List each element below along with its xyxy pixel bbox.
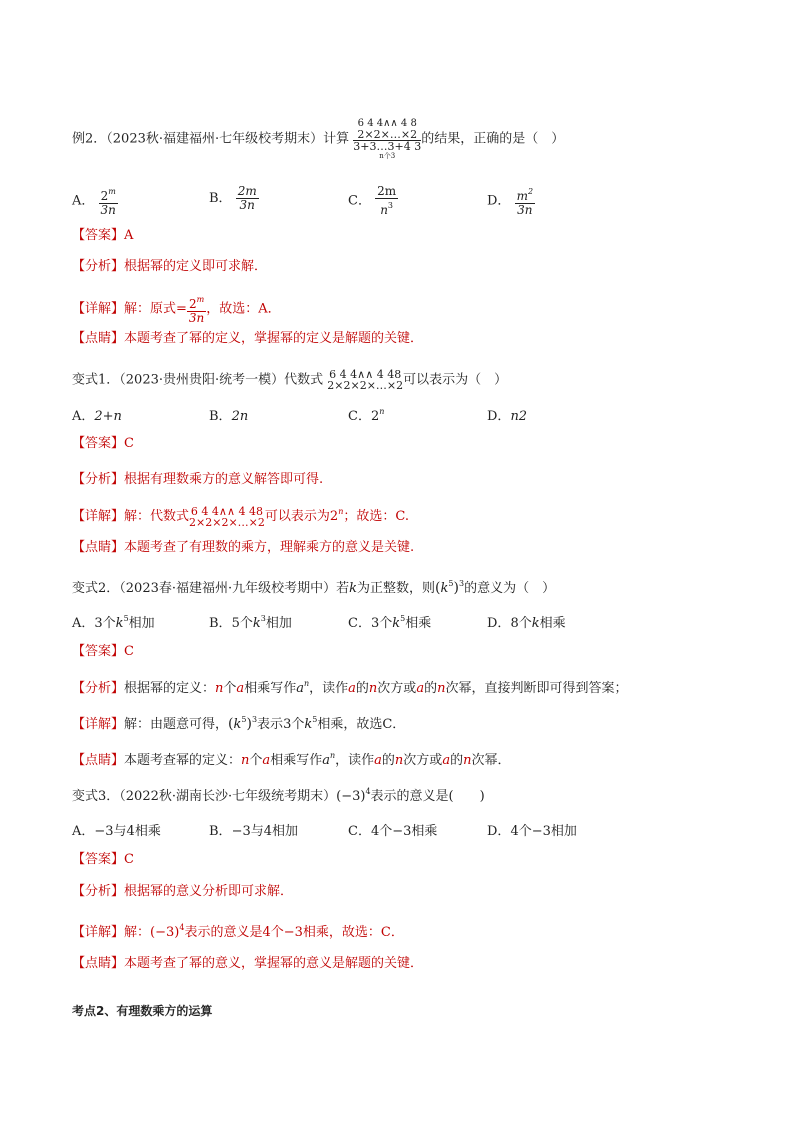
v1-brace-expression: 6 4 4∧∧ 4 48 2×2×2×…×2 xyxy=(327,368,404,392)
v2-option-d[interactable]: D．8个k相乘 xyxy=(487,616,566,631)
variant-2-question: 变式2．（2023春·福建福州·九年级校考期中）若k为正整数，则$(k^5)^3$的意义为（ ） xyxy=(72,579,556,596)
ex2-analysis: 【分析】根据幂的定义即可求解． xyxy=(72,259,268,274)
v1-answer: 【答案】C xyxy=(72,436,134,451)
variant-3-question: 变式3．（2022秋·湖南长沙·七年级统考期末）$(-3)^4$表示的意义是( ) xyxy=(72,787,485,804)
example-2-question: 例2．（2023秋·福建福州·七年级校考期末）计算 6 4 4∧∧ 4 8 2×2×…×2 3+3…3+4 3 n个3 的结果，正确的是（ ） xyxy=(72,118,565,160)
v1-option-d[interactable]: D．n2 xyxy=(487,409,528,424)
v1-option-b[interactable]: B．2n xyxy=(209,409,249,424)
ex2-detail: 【详解】解：原式= $\frac{2^m}{3n}$ ，故选：A． xyxy=(72,295,281,325)
ex2-answer: 【答案】A xyxy=(72,228,134,243)
v2-detail: 【详解】解：由题意可得，$(k^5)^3$表示3个$k^5$相乘，故选C． xyxy=(72,715,406,732)
v3-option-a[interactable]: A．−3与4相乘 xyxy=(72,824,161,839)
ex2-option-d[interactable]: D． $\frac{m^2}{3n}$ xyxy=(487,187,534,217)
v3-answer: 【答案】C xyxy=(72,852,134,867)
v1-detail: 【详解】解：代数式 6 4 4∧∧ 4 48 2×2×2×…×2 可以表示为2$^n$；故选：C. xyxy=(72,504,409,529)
v2-option-b[interactable]: B．5个$k^3$相加 xyxy=(209,614,292,631)
v3-option-d[interactable]: D．4个−3相加 xyxy=(487,824,577,839)
example-2-fraction: 6 4 4∧∧ 4 8 2×2×…×2 3+3…3+4 3 n个3 xyxy=(353,118,422,160)
v3-note: 【点睛】本题考查了幂的意义，掌握幂的意义是解题的关键． xyxy=(72,956,424,971)
v3-option-b[interactable]: B．−3与4相加 xyxy=(209,824,298,839)
ex2-option-b[interactable]: B． $\frac{2m}{3n}$ xyxy=(209,184,257,212)
variant-1-question: 变式1．（2023·贵州贵阳·统考一模）代数式 6 4 4∧∧ 4 48 2×2×2×…×2 可以表示为（ ） xyxy=(72,368,508,392)
v2-option-a[interactable]: A．3个$k^5$相加 xyxy=(72,614,155,631)
v1-analysis: 【分析】根据有理数乘方的意义解答即可得. xyxy=(72,472,324,487)
v2-analysis: 【分析】根据幂的定义：n个a相乘写作$a^n$，读作a的n次方或a的n次幂，直接判断即可得到答案； xyxy=(72,679,628,696)
ex2-option-c[interactable]: C． $\frac{2m}{n^3}$ xyxy=(348,184,397,217)
v2-option-c[interactable]: C．3个$k^5$相乘 xyxy=(348,614,432,631)
v1-option-a[interactable]: A．2+n xyxy=(72,409,122,424)
ex2-note: 【点睛】本题考查了幂的定义，掌握幂的定义是解题的关键． xyxy=(72,331,424,346)
v1-note: 【点睛】本题考查了有理数的乘方，理解乘方的意义是关键. xyxy=(72,540,415,555)
v2-answer: 【答案】C xyxy=(72,644,134,659)
v2-note: 【点睛】本题考查幂的定义：n个a相乘写作$a^n$，读作a的n次方或a的n次幂． xyxy=(72,751,511,768)
ex2-option-a[interactable]: A． $\frac{2^m}{3n}$ xyxy=(72,187,116,217)
section-heading: 考点2、有理数乘方的运算 xyxy=(72,1004,213,1018)
v3-option-c[interactable]: C．4个−3相乘 xyxy=(348,824,438,839)
v3-detail: 【详解】解：$(-3)^4$表示的意义是4个−3相乘，故选：C． xyxy=(72,923,404,940)
v3-analysis: 【分析】根据幂的意义分析即可求解． xyxy=(72,884,294,899)
v1-option-c[interactable]: C．2$^n$ xyxy=(348,407,385,424)
